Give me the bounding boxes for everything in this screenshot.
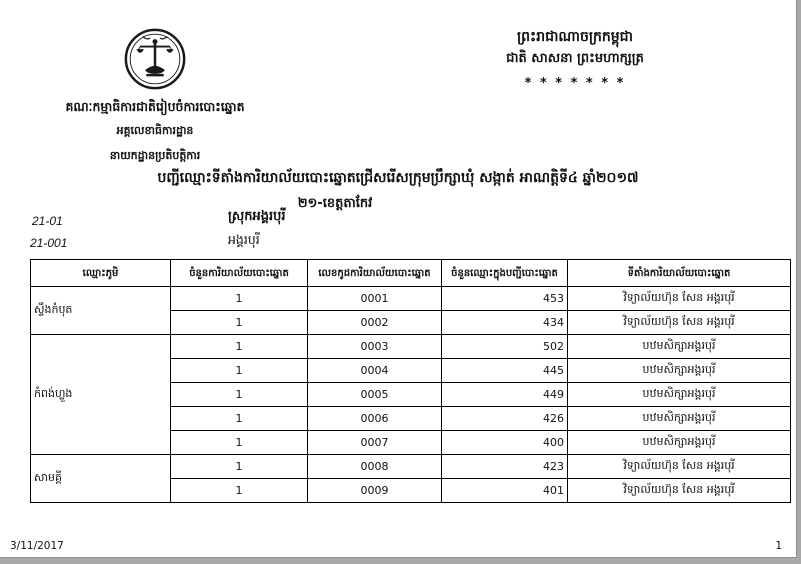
commune-name: អង្គរបុរី	[228, 232, 260, 247]
office-count-cell: 1	[171, 287, 308, 311]
office-count-cell: 1	[171, 479, 308, 503]
document-title: បញ្ជីឈ្មោះទីតាំងការិយាល័យបោះឆ្នោតជ្រើសរើសក្រុមប្រឹក្សាឃុំ សង្កាត់ អាណត្តិទី៤ ឆ្នាំ២០១៧	[157, 170, 639, 186]
office-count-cell: 1	[171, 311, 308, 335]
nec-seal-icon	[124, 28, 186, 90]
office-count-cell: 1	[171, 431, 308, 455]
header-voter-count: ចំនួនឈ្មោះក្នុងបញ្ជីបោះឆ្នោត	[442, 260, 568, 287]
voter-count-cell: 445	[442, 359, 568, 383]
office-code-cell: 0005	[308, 383, 442, 407]
table-header-row	[31, 260, 791, 287]
nation-religion-king: ជាតិ សាសនា ព្រះមហាក្សត្រ	[506, 51, 644, 66]
office-location-cell: វិទ្យាល័យហ៊ុន សែន អង្គរបុរី	[568, 455, 791, 479]
office-code-cell: 0004	[308, 359, 442, 383]
office-code-cell: 0008	[308, 455, 442, 479]
voter-count-cell: 434	[442, 311, 568, 335]
office-code-cell: 0007	[308, 431, 442, 455]
office-code-cell: 0006	[308, 407, 442, 431]
kingdom-title: ព្រះរាជាណាចក្រកម្ពុជា	[516, 29, 633, 45]
org-name: គណៈកម្មាធិការជាតិរៀបចំការបោះឆ្នោត	[65, 99, 245, 114]
office-count-cell: 1	[171, 455, 308, 479]
commune-code: 21-001	[30, 236, 68, 250]
district-name: ស្រុកអង្គរបុរី	[228, 209, 286, 224]
table-row	[31, 335, 791, 359]
voter-count-cell: 423	[442, 455, 568, 479]
header-office-location: ទីតាំងការិយាល័យបោះឆ្នោត	[568, 260, 791, 287]
polling-stations-table	[30, 259, 791, 503]
footer-date: 3/11/2017	[10, 540, 64, 552]
office-location-cell: បឋមសិក្សាអង្គរបុរី	[568, 383, 791, 407]
office-location-cell: វិទ្យាល័យហ៊ុន សែន អង្គរបុរី	[568, 311, 791, 335]
office-location-cell: បឋមសិក្សាអង្គរបុរី	[568, 431, 791, 455]
office-count-cell: 1	[171, 407, 308, 431]
national-motto-block	[430, 26, 720, 91]
office-location-cell: បឋមសិក្សាអង្គរបុរី	[568, 359, 791, 383]
header-office-code: លេខកូដការិយាល័យបោះឆ្នោត	[308, 260, 442, 287]
office-location-cell: បឋមសិក្សាអង្គរបុរី	[568, 407, 791, 431]
district-code: 21-01	[32, 214, 63, 228]
office-count-cell: 1	[171, 383, 308, 407]
voter-count-cell: 453	[442, 287, 568, 311]
office-code-cell: 0009	[308, 479, 442, 503]
office-location-cell: វិទ្យាល័យហ៊ុន សែន អង្គរបុរី	[568, 479, 791, 503]
stars-divider: * * * * * * *	[524, 76, 626, 91]
village-name-cell: កំពង់ហ្លួង	[31, 335, 171, 455]
village-name-cell: ស្ទឹងកំបុត	[31, 287, 171, 335]
voter-count-cell: 426	[442, 407, 568, 431]
header-office-count: ចំនួនការិយាល័យបោះឆ្នោត	[171, 260, 308, 287]
office-location-cell: វិទ្យាល័យហ៊ុន សែន អង្គរបុរី	[568, 287, 791, 311]
footer-page-number: 1	[775, 540, 782, 552]
village-name-cell: សាមគ្គី	[31, 455, 171, 503]
office-code-cell: 0003	[308, 335, 442, 359]
voter-count-cell: 449	[442, 383, 568, 407]
org-department: នាយកដ្ឋានប្រតិបត្តិការ	[109, 149, 201, 162]
office-code-cell: 0002	[308, 311, 442, 335]
office-code-cell: 0001	[308, 287, 442, 311]
header-village-name: ឈ្មោះភូមិ	[31, 260, 171, 287]
voter-count-cell: 502	[442, 335, 568, 359]
table-row	[31, 455, 791, 479]
voter-count-cell: 401	[442, 479, 568, 503]
office-count-cell: 1	[171, 359, 308, 383]
office-count-cell: 1	[171, 335, 308, 359]
voter-count-cell: 400	[442, 431, 568, 455]
province-subtitle: ២១-ខេត្តតាកែវ	[297, 196, 373, 211]
org-secretariat: អគ្គលេខាធិការដ្ឋាន	[116, 124, 194, 137]
office-location-cell: បឋមសិក្សាអង្គរបុរី	[568, 335, 791, 359]
table-row	[31, 287, 791, 311]
organization-block	[40, 28, 270, 165]
